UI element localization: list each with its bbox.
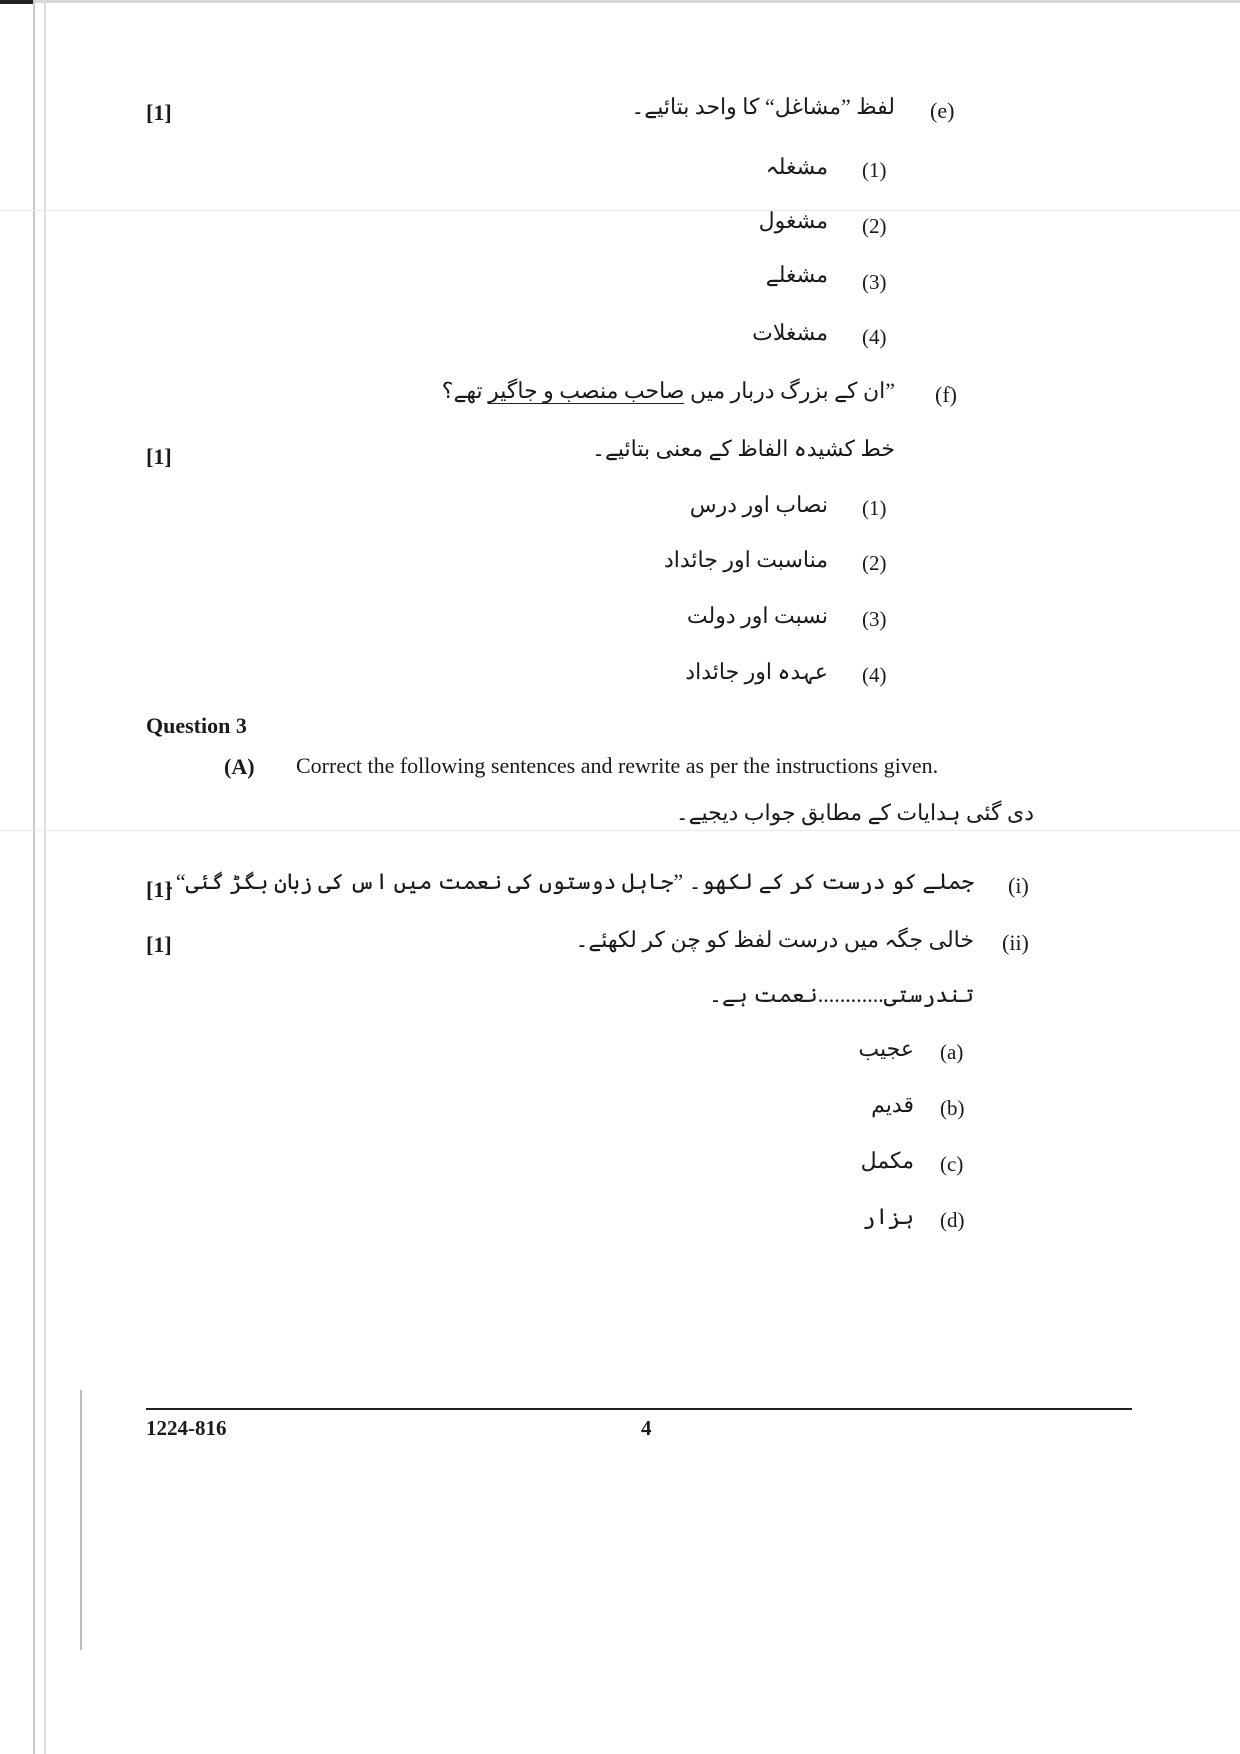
binding-line [33, 0, 35, 1754]
bleed-line [0, 210, 1240, 211]
q-f-label: (f) [935, 382, 957, 407]
option-num: (1) [862, 496, 887, 520]
option-text: مناسبت اور جائداد [663, 547, 828, 572]
scan-top-edge [34, 0, 1240, 3]
option-num: (a) [940, 1040, 964, 1064]
sentence-part: ”ان کے بزرگ دربار میں [684, 378, 895, 403]
q-f-sentence [442, 378, 895, 404]
binding-line [80, 1390, 82, 1650]
item-ii-text: خالی جگہ میں درست لفظ کو چن کر لکھئے۔ [575, 927, 974, 952]
option-num: (2) [862, 214, 887, 238]
q-e-prompt: لفظ ”مشاغل“ کا واحد بتائیے۔ [631, 94, 895, 119]
option-text: نصاب اور درس [689, 492, 828, 517]
item-i-text: جملے کو درست کر کے لکھو۔ ”جاہل دوستوں کی نعمت میں اس کی زبان بگڑ گئی“۔ [162, 869, 974, 894]
option-text: مشغول [758, 208, 828, 233]
option-text: مکمل [860, 1148, 914, 1173]
question-3-heading: Question 3 [146, 713, 247, 738]
option-text: مشغلہ [765, 154, 828, 179]
option-text: مشغلے [765, 262, 828, 287]
page-number: 4 [641, 1416, 652, 1440]
option-num: (d) [940, 1208, 965, 1232]
option-num: (c) [940, 1152, 964, 1176]
paper-code: 1224-816 [146, 1416, 227, 1440]
q-f-prompt: خط کشیدہ الفاظ کے معنی بتائیے۔ [592, 436, 895, 461]
scan-edge [0, 0, 34, 4]
option-text: عہدہ اور جائداد [685, 659, 828, 684]
option-num: (b) [940, 1096, 965, 1120]
bleed-line [0, 830, 1240, 831]
part-a-label: (A) [224, 754, 255, 779]
binding-line [44, 0, 46, 1754]
mark-f: [1] [146, 444, 172, 469]
option-num: (2) [862, 551, 887, 575]
option-num: (3) [862, 270, 887, 294]
q-e-label: (e) [930, 98, 955, 123]
fill-blank-sentence: تندرستی............نعمت ہے۔ [709, 982, 974, 1007]
option-num: (1) [862, 158, 887, 182]
option-num: (3) [862, 607, 887, 631]
option-text: نسبت اور دولت [686, 603, 828, 628]
item-i-label: (i) [1008, 873, 1029, 898]
mark-ii: [1] [146, 932, 172, 957]
option-num: (4) [862, 663, 887, 687]
option-text: مشغلات [752, 320, 828, 345]
part-a-instruction: Correct the following sentences and rewrite as per the instructions given. [296, 753, 939, 778]
footer-rule [146, 1408, 1132, 1410]
mark-e: [1] [146, 100, 172, 125]
option-text: ہزار [862, 1204, 914, 1229]
underlined-words: صاحب منصب و جاگیر [488, 378, 685, 403]
option-text: عجیب [858, 1036, 914, 1061]
option-text: قدیم [871, 1092, 914, 1117]
part-a-urdu: دی گئی ہدایات کے مطابق جواب دیجیے۔ [675, 800, 1034, 825]
mark-i: [1] [146, 877, 172, 902]
option-num: (4) [862, 325, 887, 349]
sentence-part: تھے؟ [441, 378, 489, 403]
item-ii-label: (ii) [1002, 930, 1029, 955]
